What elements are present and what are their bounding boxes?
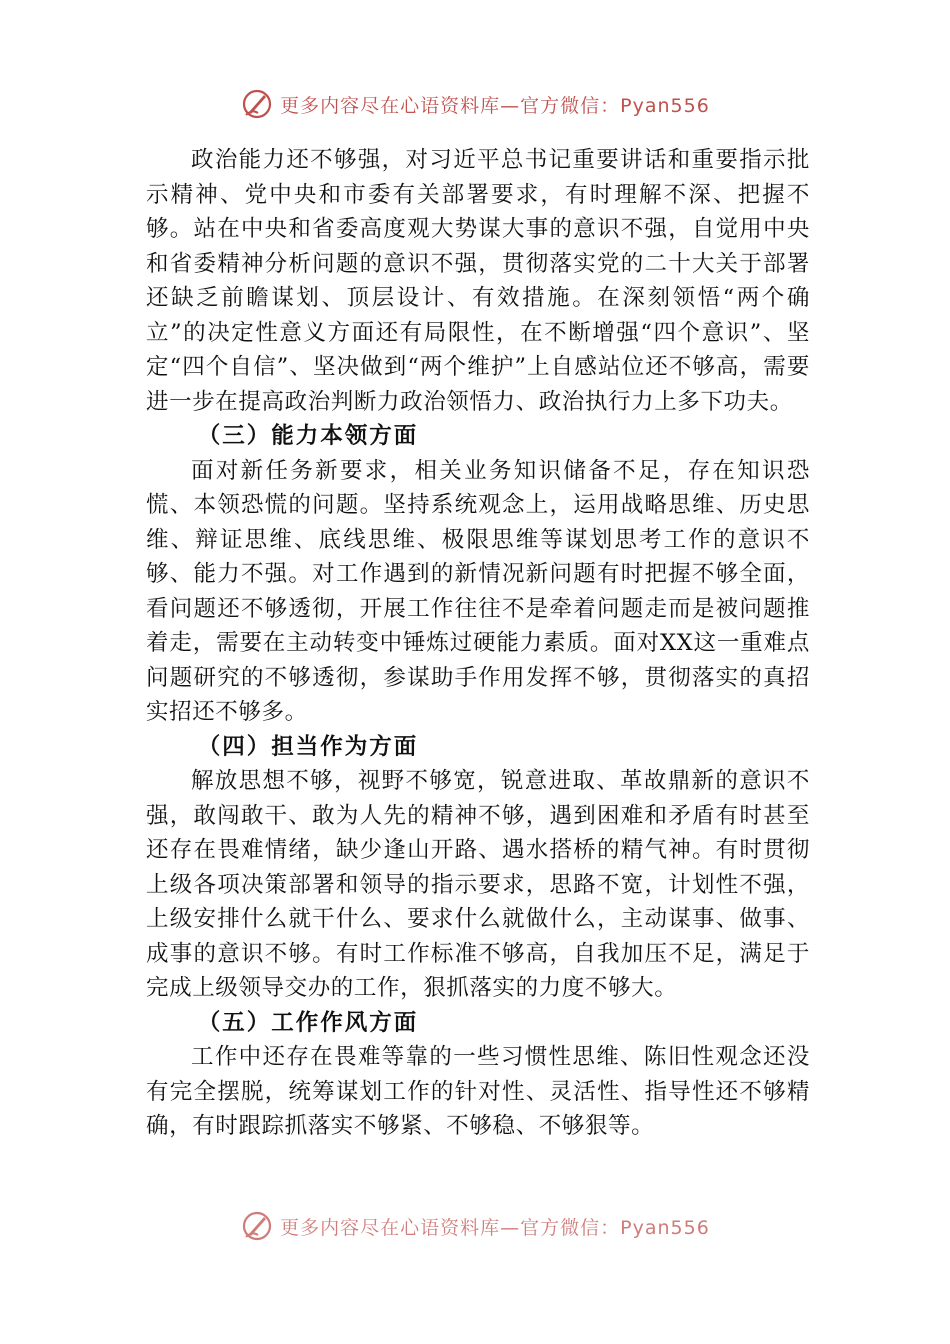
paragraph-ability: 面对新任务新要求，相关业务知识储备不足，存在知识恐慌、本领恐慌的问题。坚持系统观念上，运用战略思维、历史思维、辩证思维、底线思维、极限思维等谋划思考工作的意识不够、能力不强。对工作遇到的新情况新问题有时把握不够全面，看问题还不够透彻，开展工作往往不是牵着问题走而是被问题推着走，需要在主动转变中锤炼过硬能力素质。面对XX这一重难点问题研究的不够透彻，参谋助手作用发挥不够，贯彻落实的真招实招还不够多。 (146, 457, 810, 725)
paragraph-responsibility: 解放思想不够，视野不够宽，锐意进取、革故鼎新的意识不强，敢闯敢干、敢为人先的精神不够，遇到困难和矛盾有时甚至还存在畏难情绪，缺少逢山开路、遇水搭桥的精气神。有时贯彻上级各项决策部署和领导的指示要求，思路不宽，计划性不强，上级安排什么就干什么、要求什么就做什么，主动谋事、做事、成事的意识不够。有时工作标准不够高，自我加压不足，满足于完成上级领导交办的工作，狠抓落实的力度不够大。 (146, 768, 810, 1001)
paragraph-political-ability: 政治能力还不够强，对习近平总书记重要讲话和重要指示批示精神、党中央和市委有关部署要求，有时理解不深、把握不够。站在中央和省委高度观大势谋大事的意识不强，自觉用中央和省委精神分析问题的意识不强，贯彻落实党的二十大关于部署还缺乏前瞻谋划、顶层设计、有效措施。在深刻领悟“两个确立”的决定性意义方面还有局限性，在不断增强“四个意识”、坚定“四个自信”、坚决做到“两个维护”上自感站位还不够高，需要进一步在提高政治判断力政治领悟力、政治执行力上多下功夫。 (146, 147, 810, 415)
section-heading-ability: （三）能力本领方面 (197, 423, 419, 449)
watermark-text: 更多内容尽在心语资料库—官方微信：Pyan556 (280, 1216, 710, 1239)
pen-quill-logo-icon (240, 87, 274, 121)
footer-watermark (0, 1206, 950, 1246)
section-heading-responsibility: （四）担当作为方面 (197, 733, 419, 760)
paragraph-work-style: 工作中还存在畏难等靠的一些习惯性思维、陈旧性观念还没有完全摆脱，统筹谋划工作的针对性、灵活性、指导性还不够精确，有时跟踪抓落实不够紧、不够稳、不够狠等。 (146, 1044, 810, 1139)
header-watermark (0, 84, 950, 124)
document-body (146, 143, 810, 1144)
pen-quill-logo-icon (240, 1209, 274, 1243)
watermark-text: 更多内容尽在心语资料库—官方微信：Pyan556 (280, 94, 710, 117)
section-heading-work-style: （五）工作作风方面 (197, 1009, 419, 1036)
